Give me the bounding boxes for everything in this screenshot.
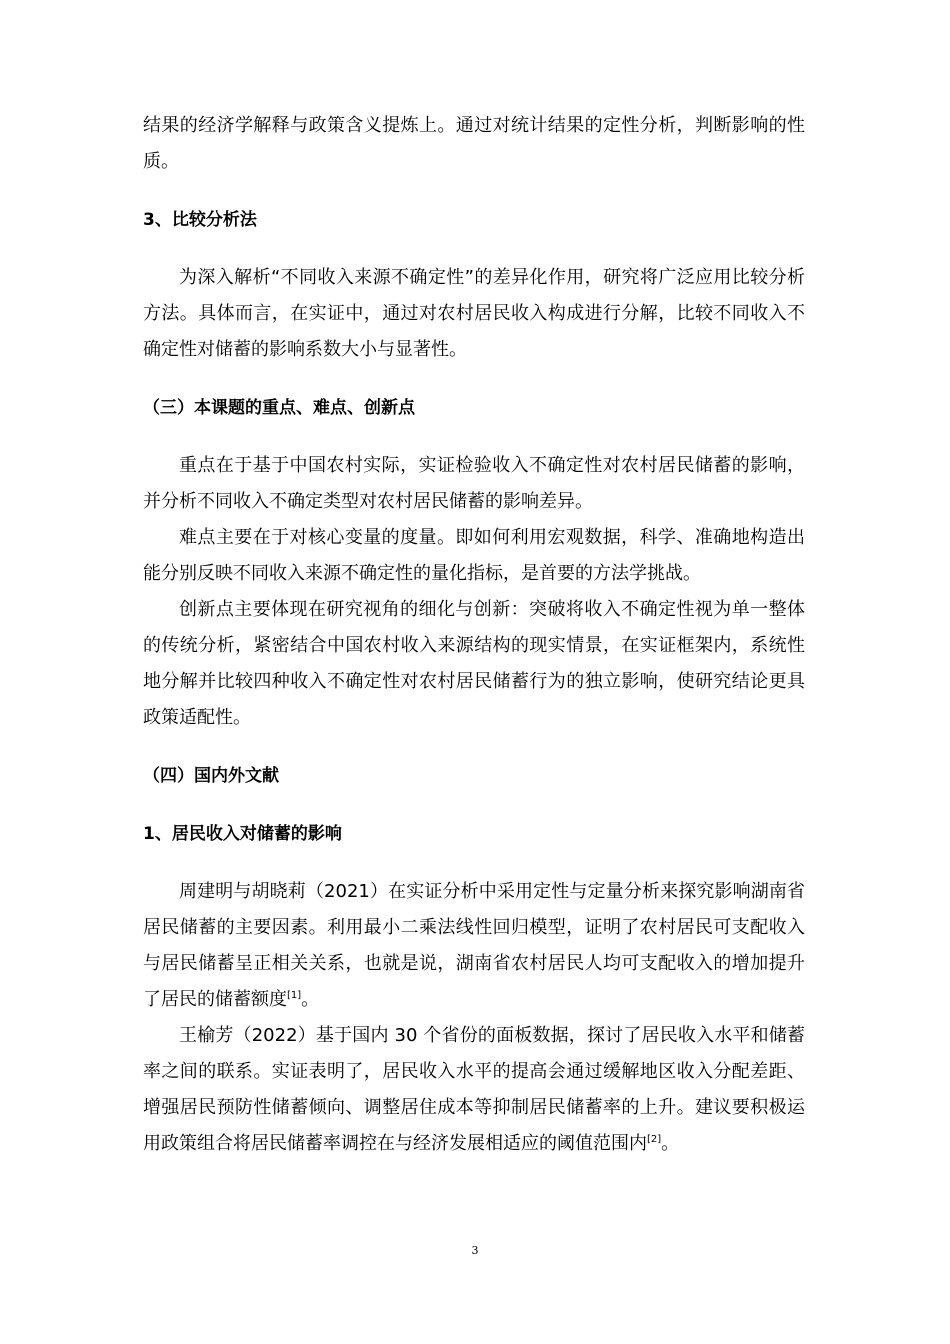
paragraph-difficulty: 难点主要在于对核心变量的度量。即如何利用宏观数据，科学、准确地构造出能分别反映不同收入来源不确定性的量化指标，是首要的方法学挑战。 <box>143 527 805 584</box>
citation-ref-1: [1] <box>287 990 302 1001</box>
paragraph-continued: 结果的经济学解释与政策含义提炼上。通过对统计结果的定性分析，判断影响的性质。 <box>143 115 805 172</box>
section-heading-key-points: （三）本课题的重点、难点、创新点 <box>143 398 415 418</box>
citation-ref-2: [2] <box>647 1134 662 1145</box>
paragraph-innovation: 创新点主要体现在研究视角的细化与创新：突破将收入不确定性视为单一整体的传统分析，紧密结合中国农村收入来源结构的现实情景，在实证框架内，系统性地分解并比较四种收入不确定性对农村居民储蓄行为的独立影响，使研究结论更具政策适配性。 <box>143 599 805 728</box>
subsection-heading-income-savings: 1、居民收入对储蓄的影响 <box>143 824 342 844</box>
literature-2-end: 。 <box>661 1133 680 1154</box>
literature-2-text: 王榆芳（2022）基于国内 30 个省份的面板数据，探讨了居民收入水平和储蓄率之间的联系。实证表明了，居民收入水平的提高会通过缓解地区收入分配差距、增强居民预防性储蓄倾向、调整居住成本等抑制居民储蓄率的上升。建议要积极运用政策组合将居民储蓄率调控在与经济发展相适应的阈值范围内 <box>143 1025 805 1154</box>
page-number: 3 <box>471 1244 479 1257</box>
paragraph-key-point: 重点在于基于中国农村实际，实证检验收入不确定性对农村居民储蓄的影响，并分析不同收入不确定类型对农村居民储蓄的影响差异。 <box>143 455 805 512</box>
section-heading-literature: （四）国内外文献 <box>143 766 279 786</box>
literature-1-end: 。 <box>301 989 320 1010</box>
section-heading-comparative-analysis: 3、比较分析法 <box>143 210 257 230</box>
paragraph-comparative-analysis: 为深入解析“不同收入来源不确定性”的差异化作用，研究将广泛应用比较分析方法。具体而言，在实证中，通过对农村居民收入构成进行分解，比较不同收入不确定性对储蓄的影响系数大小与显著性。 <box>143 267 805 360</box>
literature-1-text: 周建明与胡晓莉（2021）在实证分析中采用定性与定量分析来探究影响湖南省居民储蓄的主要因素。利用最小二乘法线性回归模型，证明了农村居民可支配收入与居民储蓄呈正相关关系，也就是说，湖南省农村居民人均可支配收入的增加提升了居民的储蓄额度 <box>143 881 805 1010</box>
paragraph-literature-2 <box>143 1018 805 1162</box>
document-body <box>143 108 805 1162</box>
paragraph-literature-1 <box>143 874 805 1018</box>
